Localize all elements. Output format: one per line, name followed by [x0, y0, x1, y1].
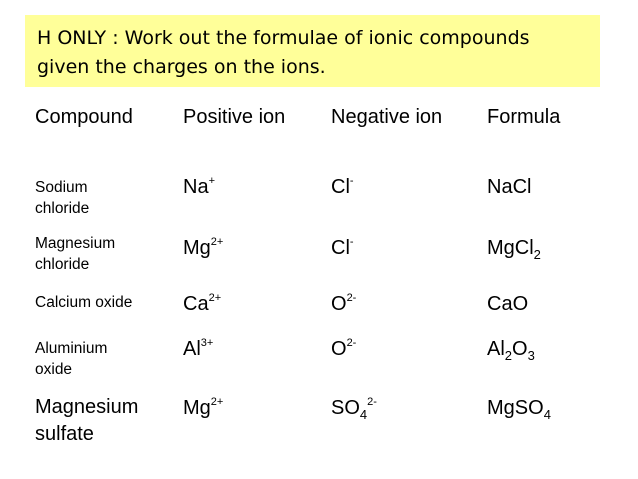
header-formula: Formula	[487, 106, 561, 128]
negative-ion: $SO_4^{2-}$	[331, 396, 377, 422]
compound-name: Aluminium oxide	[35, 340, 108, 378]
formula: MgSO$_4$	[487, 397, 551, 422]
formula: MgCl$_2$	[487, 237, 541, 262]
title-banner	[25, 15, 600, 87]
positive-ion: Na+	[183, 175, 216, 198]
header-positive-ion: Positive ion	[183, 106, 286, 128]
negative-ion: Cl-	[331, 236, 354, 259]
compound-name: Sodium chloride	[35, 179, 90, 217]
header-negative-ion: Negative ion	[331, 106, 443, 128]
negative-ion: Cl-	[331, 175, 354, 198]
title-line-2: given the charges on the ions.	[37, 56, 326, 78]
positive-ion: $Ca^{2+}$	[183, 292, 222, 315]
formula: NaCl	[487, 176, 532, 198]
compound-name: Magnesium sulfate	[35, 396, 139, 445]
formula: CaO	[487, 293, 529, 315]
positive-ion: $Mg^{2+}$	[183, 236, 224, 259]
negative-ion: $O^{2-}$	[331, 337, 357, 360]
compound-name: Magnesium chloride	[35, 235, 116, 273]
title-line-1: H ONLY : Work out the formulae of ionic compounds	[37, 27, 530, 49]
compound-name: Calcium oxide	[35, 294, 133, 311]
positive-ion: $Al^{3+}$	[183, 337, 214, 360]
positive-ion: $Mg^{2+}$	[183, 396, 224, 419]
header-compound: Compound	[35, 106, 133, 128]
negative-ion: $O^{2-}$	[331, 292, 357, 315]
formula: $Al_2O_3$	[487, 338, 535, 363]
